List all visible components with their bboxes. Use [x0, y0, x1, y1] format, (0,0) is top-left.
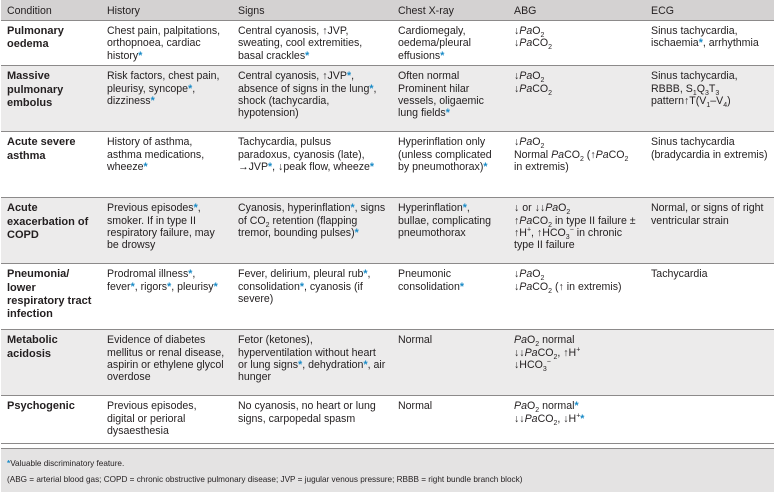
cell-ecg — [645, 330, 774, 396]
cell-signs: No cyanosis, no heart or lung signs, carpopedal spasm — [232, 396, 392, 444]
cell-xray: Often normal Prominent hilar vessels, oligaemic lung fields* — [392, 66, 508, 132]
differential-diagnosis-table — [1, 0, 774, 444]
cell-condition: Massive pulmonary embolus — [1, 66, 101, 132]
cell-abg: ↓PaO$_2$ ↓PaCO$_2$ (↑ in extremis) — [508, 264, 645, 330]
cell-abg: PaO$_2$ normal* ↓↓PaCO$_2$, ↓H+* — [508, 396, 645, 444]
header-chest-xray: Chest X-ray — [392, 0, 508, 21]
cell-ecg: Normal, or signs of right ventricular strain — [645, 198, 774, 264]
cell-history: Prodromal illness*, fever*, rigors*, pleurisy* — [101, 264, 232, 330]
cell-history: Evidence of diabetes mellitus or renal disease, aspirin or ethylene glycol overdose — [101, 330, 232, 396]
cell-xray: Normal — [392, 396, 508, 444]
cell-condition: Metabolic acidosis — [1, 330, 101, 396]
cell-signs: Fever, delirium, pleural rub*, consolidation*, cyanosis (if severe) — [232, 264, 392, 330]
cell-history: Previous episodes*, smoker. If in type II respiratory failure, may be drowsy — [101, 198, 232, 264]
cell-signs: Tachycardia, pulsus paradoxus, cyanosis (late), →JVP*, ↓peak flow, wheeze* — [232, 132, 392, 198]
cell-signs: Fetor (ketones), hyperventilation without heart or lung signs*, dehydration*, air hunger — [232, 330, 392, 396]
cell-history: History of asthma, asthma medications, wheeze* — [101, 132, 232, 198]
footnote-star-legend: *Valuable discriminatory feature. — [7, 459, 125, 468]
cell-condition: Pneumonia/ lower respiratory tract infection — [1, 264, 101, 330]
header-abg: ABG — [508, 0, 645, 21]
cell-ecg: Sinus tachycardia, ischaemia*, arrhythmia — [645, 21, 774, 66]
header-signs: Signs — [232, 0, 392, 21]
table-row — [1, 396, 774, 444]
header-history: History — [101, 0, 232, 21]
header-condition: Condition — [1, 0, 101, 21]
cell-ecg: Sinus tachycardia, RBBB, $S_1Q_3T_3$ $pattern↑T(V_1-V_4)$ — [645, 66, 774, 132]
cell-abg: ↓ or ↓↓PaO$_2$ ↑PaCO$_2$ in type II failure ± ↑H+, $↑HCO_3^-$ in chronic type II failure — [508, 198, 645, 264]
cell-condition: Pulmonary oedema — [1, 21, 101, 66]
cell-abg: ↓PaO$_2$ Normal PaCO$_2$ (↑PaCO$_2$ in extremis) — [508, 132, 645, 198]
cell-ecg: Sinus tachycardia (bradycardia in extremis) — [645, 132, 774, 198]
table-row — [1, 330, 774, 396]
header-ecg: ECG — [645, 0, 774, 21]
cell-xray: Hyperinflation only (unless complicated by pneumothorax)* — [392, 132, 508, 198]
footnote-abbreviations: (ABG = arterial blood gas; COPD = chronic obstructive pulmonary disease; JVP = jugular venous pressure; RBBB = right bundle branch block) — [7, 475, 523, 484]
cell-ecg: Tachycardia — [645, 264, 774, 330]
cell-signs: Central cyanosis, ↑JVP, sweating, cool extremities, basal crackles* — [232, 21, 392, 66]
cell-xray: Pneumonic consolidation* — [392, 264, 508, 330]
cell-history: Risk factors, chest pain, pleurisy, syncope*, dizziness* — [101, 66, 232, 132]
cell-history: Chest pain, palpitations, orthopnoea, cardiac history* — [101, 21, 232, 66]
cell-condition: Psychogenic — [1, 396, 101, 444]
cell-abg: ↓PaO$_2$ ↓PaCO$_2$ — [508, 21, 645, 66]
table-row — [1, 66, 774, 132]
table-row — [1, 21, 774, 66]
cell-abg: PaO$_2$ normal ↓↓PaCO$_2$, ↑H+ $↓HCO_3^-$ — [508, 330, 645, 396]
cell-condition: Acute exacerbation of COPD — [1, 198, 101, 264]
cell-abg: ↓PaO$_2$ ↓PaCO$_2$ — [508, 66, 645, 132]
cell-history: Previous episodes, digital or perioral dysaesthesia — [101, 396, 232, 444]
cell-condition: Acute severe asthma — [1, 132, 101, 198]
cell-signs: Central cyanosis, ↑JVP*, absence of signs in the lung*, shock (tachycardia, hypotension) — [232, 66, 392, 132]
cell-xray: Hyperinflation*, bullae, complicating pneumothorax — [392, 198, 508, 264]
cell-xray: Normal — [392, 330, 508, 396]
cell-ecg — [645, 396, 774, 444]
cell-signs: Cyanosis, hyperinflation*, signs of $CO_2$ retention (flapping tremor, bounding pulses)* — [232, 198, 392, 264]
table-footnote — [1, 448, 774, 492]
table-row — [1, 198, 774, 264]
table-header-row — [1, 0, 774, 21]
cell-xray: Cardiomegaly, oedema/pleural effusions* — [392, 21, 508, 66]
table-row — [1, 264, 774, 330]
table-row — [1, 132, 774, 198]
